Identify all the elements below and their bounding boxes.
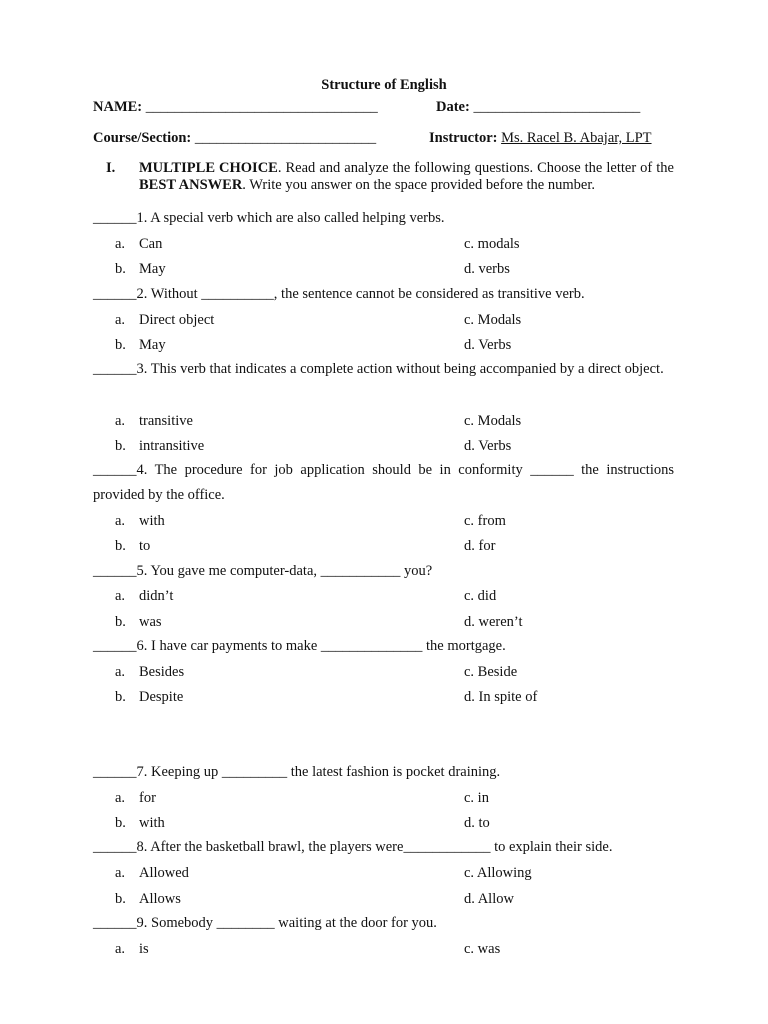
option-letter-a: a. <box>115 941 126 957</box>
q6-option-b: Despite <box>139 689 184 705</box>
date-blank: _______________________ <box>473 99 641 115</box>
question-3: ______3. This verb that indicates a complete action without being accompanied by a direct object. <box>93 361 664 377</box>
q6-option-d: d. In spite of <box>464 689 538 705</box>
option-letter-b: b. <box>115 891 126 907</box>
option-letter-a: a. <box>115 588 126 604</box>
instructor-name: Ms. Racel B. Abajar, LPT <box>501 130 652 146</box>
section-heading: MULTIPLE CHOICE <box>139 160 278 176</box>
option-letter-a: a. <box>115 664 126 680</box>
option-letter-a: a. <box>115 312 126 328</box>
instructions-part-2: . Write you answer on the space provided before the number. <box>242 177 595 193</box>
q1-option-a: Can <box>139 236 163 252</box>
q2-option-d: d. Verbs <box>464 337 512 353</box>
option-letter-b: b. <box>115 614 126 630</box>
q1-option-b: May <box>139 261 166 277</box>
q8-option-c: c. Allowing <box>464 865 532 881</box>
instructor-label: Instructor: <box>429 130 498 146</box>
question-2: ______2. Without __________, the sentence cannot be considered as transitive verb. <box>93 286 585 302</box>
q5-option-a: didn’t <box>139 588 174 604</box>
best-answer-emphasis: BEST ANSWER <box>139 177 243 193</box>
q3-option-c: c. Modals <box>464 413 522 429</box>
question-5: ______5. You gave me computer-data, ___________ you? <box>93 563 433 579</box>
name-row <box>93 99 378 116</box>
q7-option-c: c. in <box>464 790 489 806</box>
q6-option-a: Besides <box>139 664 185 680</box>
section-instructions <box>139 160 674 194</box>
q7-option-a: for <box>139 790 156 806</box>
name-label: NAME: <box>93 99 143 115</box>
question-4: ______4. The procedure for job application should be in conformity ______ the instructions provided by the office. <box>93 462 674 503</box>
course-blank: _________________________ <box>194 130 377 146</box>
q9-option-a: is <box>139 941 149 957</box>
date-row <box>436 99 640 116</box>
option-letter-b: b. <box>115 689 126 705</box>
date-label: Date: <box>436 99 470 115</box>
q8-option-b: Allows <box>139 891 181 907</box>
q5-option-c: c. did <box>464 588 497 604</box>
section-number: I. <box>106 160 116 176</box>
q2-option-c: c. Modals <box>464 312 522 328</box>
q4-option-c: c. from <box>464 513 506 529</box>
q3-option-a: transitive <box>139 413 193 429</box>
option-letter-b: b. <box>115 538 126 554</box>
q8-option-d: d. Allow <box>464 891 514 907</box>
course-label: Course/Section: <box>93 130 192 146</box>
option-letter-a: a. <box>115 413 126 429</box>
course-row <box>93 130 376 147</box>
option-letter-a: a. <box>115 865 126 881</box>
option-letter-b: b. <box>115 337 126 353</box>
instructor-row <box>429 130 652 147</box>
option-letter-a: a. <box>115 790 126 806</box>
question-1: ______1. A special verb which are also called helping verbs. <box>93 210 445 226</box>
q8-option-a: Allowed <box>139 865 189 881</box>
q2-option-a: Direct object <box>139 312 215 328</box>
option-letter-b: b. <box>115 438 126 454</box>
option-letter-b: b. <box>115 261 126 277</box>
q1-option-c: c. modals <box>464 236 520 252</box>
question-6: ______6. I have car payments to make ______________ the mortgage. <box>93 638 506 654</box>
q5-option-d: d. weren’t <box>464 614 523 630</box>
name-blank: ________________________________ <box>145 99 378 115</box>
q7-option-b: with <box>139 815 165 831</box>
q2-option-b: May <box>139 337 166 353</box>
q1-option-d: d. verbs <box>464 261 510 277</box>
q3-option-d: d. Verbs <box>464 438 512 454</box>
option-letter-b: b. <box>115 815 126 831</box>
q7-option-d: d. to <box>464 815 490 831</box>
q4-option-d: d. for <box>464 538 496 554</box>
q5-option-b: was <box>139 614 162 630</box>
question-9: ______9. Somebody ________ waiting at the door for you. <box>93 915 437 931</box>
option-letter-a: a. <box>115 236 126 252</box>
question-7: ______7. Keeping up _________ the latest fashion is pocket draining. <box>93 764 501 780</box>
q6-option-c: c. Beside <box>464 664 518 680</box>
q3-option-b: intransitive <box>139 438 205 454</box>
instructions-part-1: . Read and analyze the following questions. Choose the letter of the <box>277 160 674 176</box>
question-8: ______8. After the basketball brawl, the players were____________ to explain their side. <box>93 839 613 855</box>
worksheet-title: Structure of English <box>321 77 447 93</box>
option-letter-a: a. <box>115 513 126 529</box>
q4-option-a: with <box>139 513 165 529</box>
q4-option-b: to <box>139 538 151 554</box>
q9-option-c: c. was <box>464 941 501 957</box>
